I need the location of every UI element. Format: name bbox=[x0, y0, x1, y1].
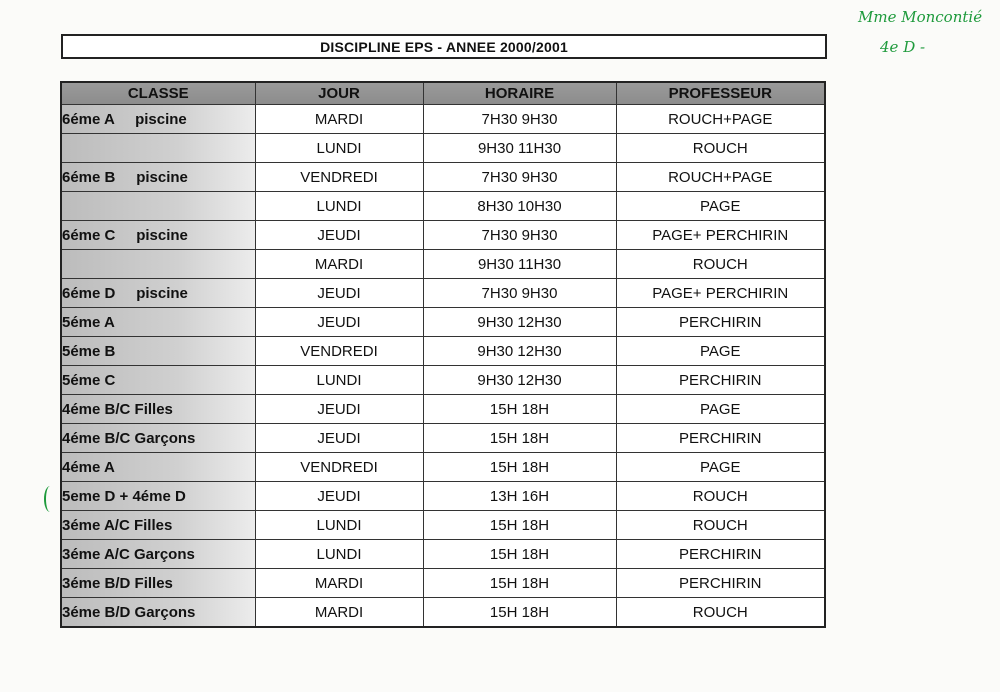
table-row bbox=[61, 337, 825, 366]
table-row bbox=[61, 453, 825, 482]
cell-classe: 6éme D piscine bbox=[61, 279, 255, 308]
table-header-row bbox=[61, 82, 825, 105]
cell-professeur: PAGE bbox=[616, 453, 825, 482]
cell-classe bbox=[61, 134, 255, 163]
cell-professeur: PAGE+ PERCHIRIN bbox=[616, 279, 825, 308]
cell-horaire: 15H 18H bbox=[423, 511, 616, 540]
cell-classe: 6éme C piscine bbox=[61, 221, 255, 250]
table-row bbox=[61, 395, 825, 424]
cell-horaire: 7H30 9H30 bbox=[423, 163, 616, 192]
cell-classe: 3éme A/C Filles bbox=[61, 511, 255, 540]
cell-professeur: PAGE+ PERCHIRIN bbox=[616, 221, 825, 250]
cell-classe: 5éme A bbox=[61, 308, 255, 337]
cell-horaire: 9H30 11H30 bbox=[423, 250, 616, 279]
table-row bbox=[61, 569, 825, 598]
table-row bbox=[61, 250, 825, 279]
cell-jour: VENDREDI bbox=[255, 163, 423, 192]
cell-classe: 4éme B/C Garçons bbox=[61, 424, 255, 453]
cell-horaire: 7H30 9H30 bbox=[423, 105, 616, 134]
cell-jour: JEUDI bbox=[255, 279, 423, 308]
table-row bbox=[61, 308, 825, 337]
cell-jour: JEUDI bbox=[255, 424, 423, 453]
cell-jour: VENDREDI bbox=[255, 337, 423, 366]
cell-professeur: ROUCH bbox=[616, 134, 825, 163]
cell-jour: JEUDI bbox=[255, 395, 423, 424]
table-row bbox=[61, 540, 825, 569]
cell-jour: MARDI bbox=[255, 569, 423, 598]
cell-professeur: ROUCH bbox=[616, 598, 825, 628]
cell-professeur: ROUCH bbox=[616, 482, 825, 511]
cell-horaire: 15H 18H bbox=[423, 569, 616, 598]
cell-horaire: 9H30 12H30 bbox=[423, 366, 616, 395]
cell-horaire: 8H30 10H30 bbox=[423, 192, 616, 221]
cell-classe bbox=[61, 192, 255, 221]
cell-horaire: 15H 18H bbox=[423, 453, 616, 482]
table-row bbox=[61, 366, 825, 395]
cell-horaire: 9H30 12H30 bbox=[423, 337, 616, 366]
cell-professeur: PAGE bbox=[616, 395, 825, 424]
table-row bbox=[61, 192, 825, 221]
margin-bracket-mark bbox=[44, 486, 56, 512]
cell-classe bbox=[61, 250, 255, 279]
cell-classe: 6éme A piscine bbox=[61, 105, 255, 134]
cell-professeur: ROUCH bbox=[616, 511, 825, 540]
cell-jour: JEUDI bbox=[255, 221, 423, 250]
cell-professeur: PERCHIRIN bbox=[616, 540, 825, 569]
cell-classe: 3éme A/C Garçons bbox=[61, 540, 255, 569]
cell-horaire: 9H30 12H30 bbox=[423, 308, 616, 337]
document-title: DISCIPLINE EPS - ANNEE 2000/2001 bbox=[61, 34, 827, 59]
cell-jour: MARDI bbox=[255, 598, 423, 628]
cell-horaire: 15H 18H bbox=[423, 540, 616, 569]
cell-horaire: 15H 18H bbox=[423, 598, 616, 628]
cell-jour: LUNDI bbox=[255, 134, 423, 163]
cell-jour: JEUDI bbox=[255, 482, 423, 511]
handwritten-note-class: 4e D - bbox=[880, 38, 926, 56]
cell-horaire: 15H 18H bbox=[423, 424, 616, 453]
column-header-professeur: PROFESSEUR bbox=[616, 82, 825, 105]
table-row bbox=[61, 221, 825, 250]
cell-jour: LUNDI bbox=[255, 511, 423, 540]
table-row bbox=[61, 163, 825, 192]
table-row bbox=[61, 598, 825, 628]
column-header-jour: JOUR bbox=[255, 82, 423, 105]
table-row bbox=[61, 105, 825, 134]
cell-classe: 4éme B/C Filles bbox=[61, 395, 255, 424]
cell-horaire: 15H 18H bbox=[423, 395, 616, 424]
cell-horaire: 7H30 9H30 bbox=[423, 221, 616, 250]
cell-professeur: PAGE bbox=[616, 192, 825, 221]
cell-jour: MARDI bbox=[255, 250, 423, 279]
table-row bbox=[61, 511, 825, 540]
column-header-horaire: HORAIRE bbox=[423, 82, 616, 105]
cell-classe: 5éme C bbox=[61, 366, 255, 395]
cell-professeur: PERCHIRIN bbox=[616, 424, 825, 453]
cell-professeur: PERCHIRIN bbox=[616, 569, 825, 598]
cell-jour: LUNDI bbox=[255, 540, 423, 569]
cell-jour: JEUDI bbox=[255, 308, 423, 337]
cell-professeur: ROUCH bbox=[616, 250, 825, 279]
table-body bbox=[61, 105, 825, 628]
column-header-classe: CLASSE bbox=[61, 82, 255, 105]
cell-jour: VENDREDI bbox=[255, 453, 423, 482]
cell-professeur: ROUCH+PAGE bbox=[616, 163, 825, 192]
cell-horaire: 7H30 9H30 bbox=[423, 279, 616, 308]
cell-horaire: 13H 16H bbox=[423, 482, 616, 511]
cell-classe: 5eme D + 4éme D bbox=[61, 482, 255, 511]
cell-horaire: 9H30 11H30 bbox=[423, 134, 616, 163]
cell-classe: 5éme B bbox=[61, 337, 255, 366]
cell-professeur: PAGE bbox=[616, 337, 825, 366]
cell-professeur: PERCHIRIN bbox=[616, 366, 825, 395]
cell-classe: 6éme B piscine bbox=[61, 163, 255, 192]
cell-classe: 3éme B/D Filles bbox=[61, 569, 255, 598]
schedule-table bbox=[60, 81, 826, 628]
table-row bbox=[61, 424, 825, 453]
table-row bbox=[61, 279, 825, 308]
cell-classe: 3éme B/D Garçons bbox=[61, 598, 255, 628]
table-row bbox=[61, 134, 825, 163]
cell-jour: LUNDI bbox=[255, 366, 423, 395]
cell-classe: 4éme A bbox=[61, 453, 255, 482]
cell-professeur: PERCHIRIN bbox=[616, 308, 825, 337]
cell-jour: LUNDI bbox=[255, 192, 423, 221]
cell-jour: MARDI bbox=[255, 105, 423, 134]
table-row bbox=[61, 482, 825, 511]
handwritten-note-name: Mme Moncontié bbox=[858, 8, 983, 26]
cell-professeur: ROUCH+PAGE bbox=[616, 105, 825, 134]
